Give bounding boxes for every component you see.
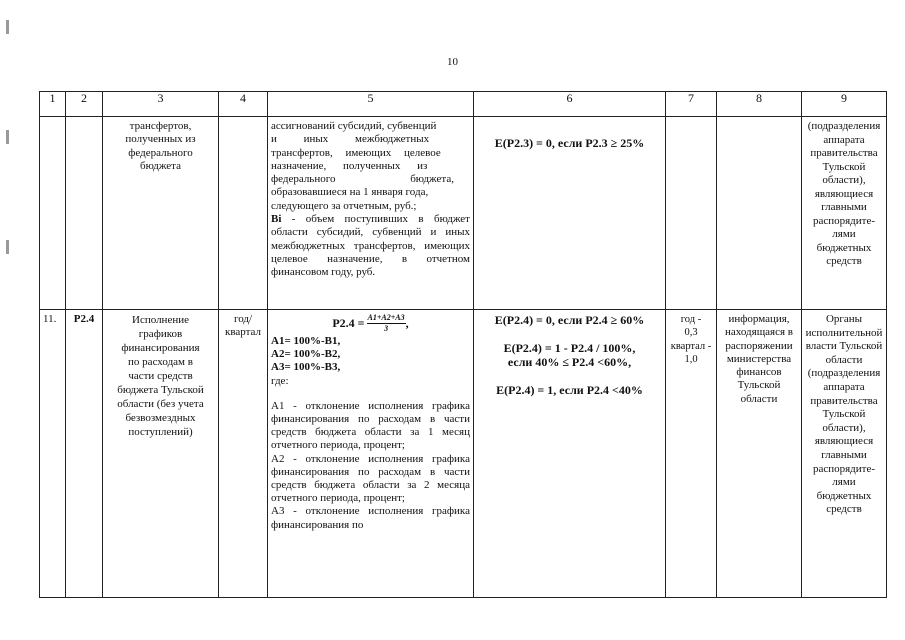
- text-line: являющиеся: [814, 435, 874, 448]
- cell-formula-description: [268, 117, 474, 310]
- text-line: главными: [821, 201, 867, 213]
- text-line: находящаяся в: [725, 326, 793, 339]
- formula-numerator: A1+A2+A3: [367, 313, 405, 322]
- text-line: области (без учета: [117, 398, 204, 410]
- text-line: федерального: [128, 146, 193, 159]
- text-line: бюджетных: [816, 241, 872, 254]
- text-line: бюджета: [139, 159, 181, 172]
- text-line: бюджетных: [816, 489, 872, 502]
- evaluation-rule: E(P2.3) = 0, если P2.3 ≥ 25%: [494, 136, 645, 150]
- cell-code: [66, 117, 103, 310]
- evaluation-rule: E(P2.4) = 1 - P2.4 / 100%,: [503, 341, 636, 355]
- text-line: распорядите-: [812, 214, 876, 227]
- text-line: области),: [822, 421, 866, 434]
- text-line: A3= 100%-B3,: [271, 361, 341, 374]
- text-line: аппарата: [823, 133, 865, 146]
- cell-code: P2.4: [66, 310, 103, 598]
- cell-evaluation: [474, 310, 666, 598]
- formula-denominator: 3: [384, 324, 389, 333]
- text-line: полученных из: [125, 133, 196, 146]
- text-line: Исполнение: [132, 314, 189, 326]
- text-line: следующего за отчетным, руб.;: [271, 199, 417, 212]
- margin-mark: [6, 20, 9, 34]
- cell-responsible: [802, 310, 887, 598]
- a2-definition: A2 - отклонение исполнения графика финансирования по расходам в части средств бюджета области за 2 месяца отчетного периода, процент;: [271, 452, 470, 505]
- cell-evaluation: [474, 117, 666, 310]
- text-line: Тульской: [822, 408, 866, 421]
- cell-number: [40, 117, 66, 310]
- header-cell: 2: [66, 92, 103, 117]
- text-line: год -: [680, 314, 702, 325]
- indicator-table: [39, 91, 887, 598]
- header-cell: 7: [666, 92, 717, 117]
- formula-comma: ,: [405, 315, 409, 330]
- text-line: A2= 100%-B2,: [271, 348, 341, 361]
- text-line: графиков: [138, 328, 183, 340]
- text-line: информация,: [728, 313, 790, 325]
- text-line: образовавшиеся на 1 января года,: [271, 186, 429, 199]
- formula: [271, 313, 470, 334]
- text-line: исполнительной: [805, 326, 883, 339]
- formula-fraction: [367, 313, 406, 334]
- text-line: трансфертов, имеющих целевое: [271, 146, 441, 159]
- page-number: 10: [447, 56, 458, 68]
- text-line: и иных межбюджетных: [271, 133, 430, 146]
- a3-definition: A3 - отклонение исполнения графика финансирования по: [271, 505, 470, 531]
- cell-source: [717, 310, 802, 598]
- text-line: распорядите-: [812, 462, 876, 475]
- cell-weight: [666, 310, 717, 598]
- text-line: 0,3: [684, 327, 698, 339]
- cell-source: [717, 117, 802, 310]
- cell-weight: [666, 117, 717, 310]
- text-line: (подразделения: [807, 367, 881, 380]
- cell-number: 11.: [40, 310, 66, 598]
- cell-formula-description: [268, 310, 474, 598]
- variable-text: - объем поступивших в бюджет области субсидий, субвенций и иных межбюджетных трансфертов, имеющих целевое назначение, в отчетном финансовом году, руб.: [271, 213, 470, 279]
- text-line: Тульской: [822, 160, 866, 173]
- formula-expression: [332, 313, 408, 334]
- text-line: власти Тульской: [805, 340, 883, 353]
- text-line: квартал: [224, 326, 262, 339]
- text-line: лями: [832, 228, 856, 240]
- text-line: где:: [271, 374, 289, 387]
- text-line: квартал -: [670, 340, 712, 352]
- margin-mark: [6, 240, 9, 254]
- text-line: (подразделения: [807, 120, 881, 132]
- text-line: назначение, полученных из: [271, 159, 428, 172]
- header-cell: 4: [219, 92, 268, 117]
- text-line: области: [825, 353, 863, 366]
- text-line: распоряжении: [725, 339, 793, 352]
- text-line: поступлений): [128, 426, 193, 438]
- text-line: лями: [832, 476, 856, 489]
- cell-indicator-name: [103, 117, 219, 310]
- text-line: министерства: [726, 352, 792, 365]
- text-line: федерального бюджета,: [271, 173, 454, 186]
- text-line: являющиеся: [814, 187, 874, 200]
- a1-definition: A1 - отклонение исполнения графика финансирования по расходам в части средств бюджета области за 1 месяц отчетного периода, процент;: [271, 399, 470, 452]
- text-line: средств: [826, 503, 862, 516]
- text-line: части средств: [128, 370, 193, 382]
- header-cell: 5: [268, 92, 474, 117]
- cell-period: [219, 310, 268, 598]
- text-line: области),: [822, 174, 866, 186]
- text-line: ассигнований субсидий, субвенций: [271, 120, 437, 132]
- text-line: по расходам в: [128, 356, 193, 368]
- variable-label: Bi: [271, 213, 282, 226]
- table-row: [40, 117, 887, 310]
- b-definition: [271, 213, 470, 279]
- header-cell: 6: [474, 92, 666, 117]
- text-line: финансов: [736, 366, 782, 379]
- evaluation-rule: если 40% ≤ P2.4 <60%,: [507, 355, 632, 369]
- evaluation-rule: E(P2.4) = 0, если P2.4 ≥ 60%: [494, 313, 645, 327]
- text-line: трансфертов,: [129, 120, 192, 132]
- text-line: главными: [821, 448, 867, 461]
- cell-indicator-name: [103, 310, 219, 598]
- text-line: финансирования: [121, 342, 200, 354]
- cell-responsible: [802, 117, 887, 310]
- text-line: год/: [233, 313, 253, 325]
- text-line: правительства: [810, 394, 878, 407]
- header-cell: 8: [717, 92, 802, 117]
- header-cell: 9: [802, 92, 887, 117]
- text-line: Тульской: [737, 379, 781, 392]
- cell-period: [219, 117, 268, 310]
- text-line: A1= 100%-B1,: [271, 335, 341, 347]
- text-line: средств: [826, 255, 862, 267]
- spacer: [271, 388, 470, 400]
- text-line: правительства: [810, 147, 878, 159]
- text-line: безвозмездных: [125, 412, 196, 424]
- header-row: [40, 92, 887, 117]
- margin-mark: [6, 130, 9, 144]
- text-line: бюджета Тульской: [117, 384, 204, 396]
- header-cell: 1: [40, 92, 66, 117]
- text-line: аппарата: [823, 380, 865, 393]
- text-line: 1,0: [684, 353, 698, 365]
- formula-lhs: P2.4 =: [332, 315, 365, 330]
- header-cell: 3: [103, 92, 219, 117]
- text-line: области: [740, 392, 778, 405]
- table-row: [40, 310, 887, 598]
- text-line: Органы: [825, 313, 863, 325]
- evaluation-rule: E(P2.4) = 1, если P2.4 <40%: [496, 383, 643, 397]
